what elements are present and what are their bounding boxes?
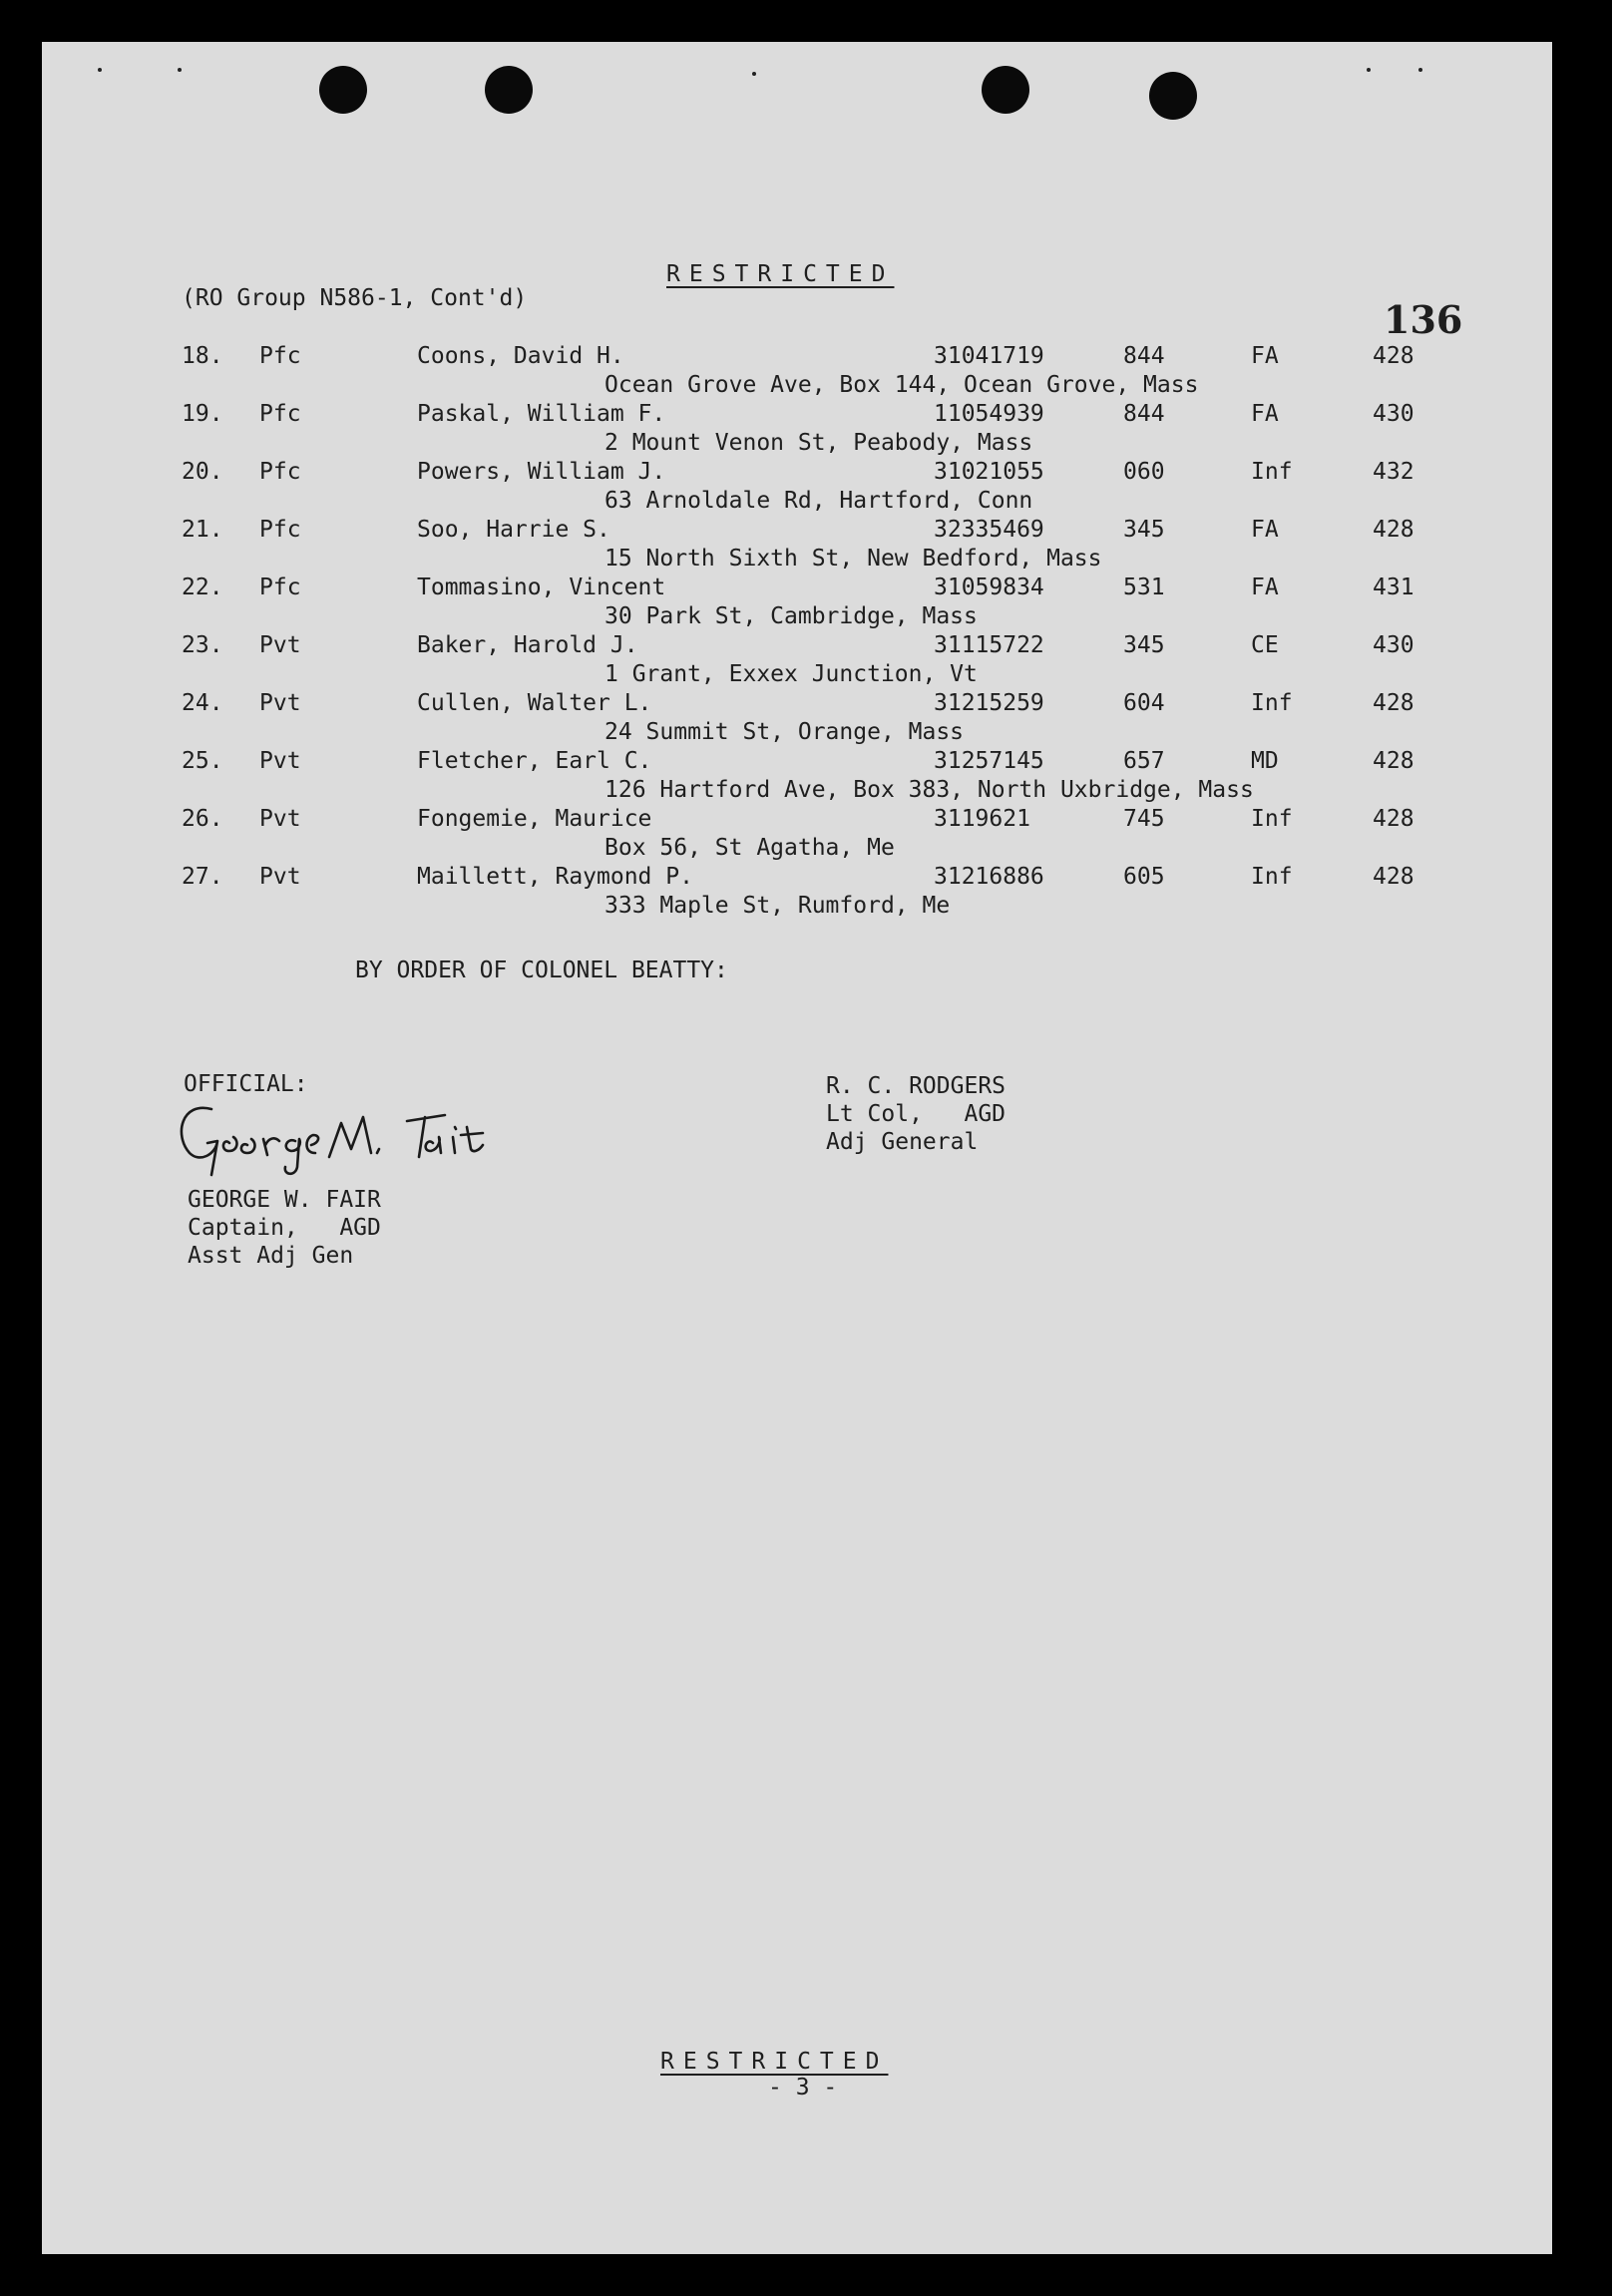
- entry-unit: 428: [1373, 864, 1414, 890]
- entry-mos-code: 745: [1123, 806, 1165, 832]
- entry-name: Maillett, Raymond P.: [417, 864, 693, 890]
- entry-address: 1 Grant, Exxex Junction, Vt: [604, 661, 978, 687]
- entry-arm-service: Inf: [1251, 864, 1293, 890]
- entry-serial-number: 3119621: [934, 806, 1030, 832]
- commander-name: R. C. RODGERS: [826, 1073, 1007, 1099]
- official-name: GEORGE W. FAIR: [188, 1187, 381, 1213]
- entry-number: 18.: [182, 343, 223, 369]
- entry-arm-service: FA: [1251, 517, 1279, 543]
- handwritten-signature: [172, 1087, 511, 1184]
- roster-row: [42, 519, 1552, 576]
- entry-serial-number: 31115722: [934, 632, 1044, 658]
- entry-number: 24.: [182, 690, 223, 716]
- entry-arm-service: Inf: [1251, 806, 1293, 832]
- entry-number: 21.: [182, 517, 223, 543]
- punch-hole: [982, 66, 1029, 114]
- paper-speck: [98, 68, 102, 72]
- entry-unit: 428: [1373, 690, 1414, 716]
- entry-mos-code: 345: [1123, 517, 1165, 543]
- entry-unit: 428: [1373, 343, 1414, 369]
- entry-address: Ocean Grove Ave, Box 144, Ocean Grove, Mass: [604, 372, 1199, 398]
- entry-arm-service: FA: [1251, 574, 1279, 600]
- entry-number: 25.: [182, 748, 223, 774]
- entry-arm-service: FA: [1251, 343, 1279, 369]
- entry-mos-code: 844: [1123, 343, 1165, 369]
- commander-title: Adj General: [826, 1129, 979, 1155]
- entry-name: Tommasino, Vincent: [417, 574, 666, 600]
- entry-arm-service: Inf: [1251, 459, 1293, 485]
- entry-address: 30 Park St, Cambridge, Mass: [604, 603, 978, 629]
- entry-mos-code: 531: [1123, 574, 1165, 600]
- paper-speck: [1367, 68, 1371, 72]
- entry-unit: 431: [1373, 574, 1414, 600]
- document-page: [42, 42, 1552, 2254]
- entry-mos-code: 844: [1123, 401, 1165, 427]
- group-reference: (RO Group N586-1, Cont'd): [182, 285, 528, 311]
- entry-address: 2 Mount Venon St, Peabody, Mass: [604, 430, 1033, 456]
- entry-name: Paskal, William F.: [417, 401, 666, 427]
- entry-number: 23.: [182, 632, 223, 658]
- entry-number: 20.: [182, 459, 223, 485]
- official-title: Asst Adj Gen: [188, 1243, 354, 1269]
- roster-row: [42, 692, 1552, 750]
- entry-name: Fongemie, Maurice: [417, 806, 652, 832]
- entry-name: Fletcher, Earl C.: [417, 748, 652, 774]
- entry-serial-number: 32335469: [934, 517, 1044, 543]
- entry-unit: 430: [1373, 632, 1414, 658]
- entry-number: 27.: [182, 864, 223, 890]
- entry-unit: 430: [1373, 401, 1414, 427]
- entry-serial-number: 11054939: [934, 401, 1044, 427]
- classification-footer: RESTRICTED: [660, 2049, 889, 2075]
- page-stamp-number: 136: [1384, 297, 1463, 342]
- official-label: OFFICIAL:: [184, 1071, 308, 1097]
- paper-speck: [178, 68, 182, 72]
- entry-address: 333 Maple St, Rumford, Me: [604, 893, 951, 919]
- classification-header: RESTRICTED: [666, 261, 895, 287]
- entry-serial-number: 31216886: [934, 864, 1044, 890]
- entry-arm-service: CE: [1251, 632, 1279, 658]
- entry-serial-number: 31059834: [934, 574, 1044, 600]
- entry-serial-number: 31215259: [934, 690, 1044, 716]
- entry-rank: Pvt: [259, 806, 301, 832]
- entry-name: Baker, Harold J.: [417, 632, 638, 658]
- roster-row: [42, 403, 1552, 461]
- entry-mos-code: 605: [1123, 864, 1165, 890]
- entry-name: Soo, Harrie S.: [417, 517, 610, 543]
- roster-row: [42, 345, 1552, 403]
- commander-rank: Lt Col, AGD: [826, 1101, 1007, 1127]
- entry-address: 15 North Sixth St, New Bedford, Mass: [604, 546, 1102, 572]
- entry-arm-service: FA: [1251, 401, 1279, 427]
- entry-arm-service: Inf: [1251, 690, 1293, 716]
- entry-rank: Pvt: [259, 748, 301, 774]
- order-line: BY ORDER OF COLONEL BEATTY:: [355, 957, 728, 983]
- roster-row: [42, 866, 1552, 924]
- punch-hole: [319, 66, 367, 114]
- entry-serial-number: 31041719: [934, 343, 1044, 369]
- punch-hole: [485, 66, 533, 114]
- entry-rank: Pfc: [259, 459, 301, 485]
- entry-address: 126 Hartford Ave, Box 383, North Uxbridge, Mass: [604, 777, 1254, 803]
- entry-rank: Pfc: [259, 401, 301, 427]
- entry-name: Cullen, Walter L.: [417, 690, 652, 716]
- punch-hole: [1149, 72, 1197, 120]
- entry-address: 63 Arnoldale Rd, Hartford, Conn: [604, 488, 1033, 514]
- entry-address: Box 56, St Agatha, Me: [604, 835, 895, 861]
- entry-serial-number: 31257145: [934, 748, 1044, 774]
- entry-rank: Pvt: [259, 864, 301, 890]
- page-number: - 3 -: [768, 2075, 838, 2101]
- entry-serial-number: 31021055: [934, 459, 1044, 485]
- entry-mos-code: 060: [1123, 459, 1165, 485]
- entry-unit: 428: [1373, 517, 1414, 543]
- entry-rank: Pfc: [259, 517, 301, 543]
- entry-number: 19.: [182, 401, 223, 427]
- roster-row: [42, 808, 1552, 866]
- paper-speck: [752, 72, 756, 76]
- roster-row: [42, 750, 1552, 808]
- roster-row: [42, 461, 1552, 519]
- entry-unit: 432: [1373, 459, 1414, 485]
- entry-number: 26.: [182, 806, 223, 832]
- paper-speck: [1418, 68, 1422, 72]
- entry-name: Powers, William J.: [417, 459, 666, 485]
- entry-mos-code: 604: [1123, 690, 1165, 716]
- entry-unit: 428: [1373, 806, 1414, 832]
- entry-address: 24 Summit St, Orange, Mass: [604, 719, 965, 745]
- entry-arm-service: MD: [1251, 748, 1279, 774]
- roster-row: [42, 576, 1552, 634]
- entry-rank: Pvt: [259, 632, 301, 658]
- roster-row: [42, 634, 1552, 692]
- entry-rank: Pvt: [259, 690, 301, 716]
- entry-rank: Pfc: [259, 574, 301, 600]
- entry-unit: 428: [1373, 748, 1414, 774]
- entry-name: Coons, David H.: [417, 343, 624, 369]
- official-rank: Captain, AGD: [188, 1215, 381, 1241]
- entry-mos-code: 345: [1123, 632, 1165, 658]
- entry-number: 22.: [182, 574, 223, 600]
- entry-rank: Pfc: [259, 343, 301, 369]
- entry-mos-code: 657: [1123, 748, 1165, 774]
